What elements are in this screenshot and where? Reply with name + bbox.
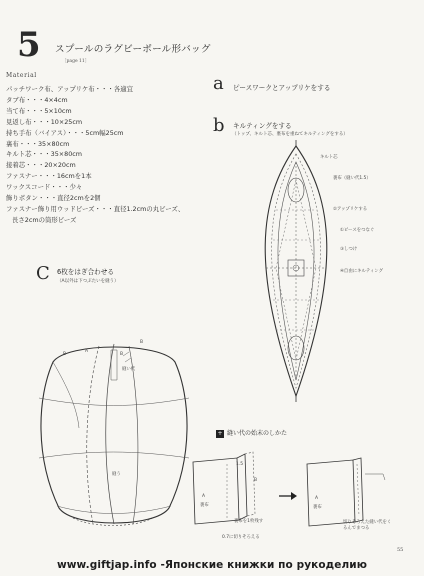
material-item: タブ布・・・4×4cm <box>6 95 68 104</box>
label-applique: ②アップリケする <box>333 207 368 212</box>
label-lining: 裏布（縫い代1.5） <box>333 176 371 181</box>
material-item: 接着芯・・・20×20cm <box>6 161 76 170</box>
project-number: 5 <box>17 25 41 65</box>
seam-label-leave-lining: 裏布を1枚残す <box>234 519 264 524</box>
material-item: 長さ2cmの筒形ビーズ <box>12 215 77 224</box>
section-a-letter: a <box>213 73 224 94</box>
material-item: 裏布・・・35×80cm <box>6 139 70 148</box>
section-c-letter: C <box>36 263 50 284</box>
section-b-text: キルティングをする <box>233 122 292 130</box>
label-panel-b-far: B <box>140 340 144 345</box>
cross-mark-icon: + <box>217 430 223 437</box>
material-item: 持ち手布（バイアス）・・・5cm幅25cm <box>6 128 124 137</box>
seam-label-b: B <box>254 478 258 483</box>
label-panel-a: A <box>85 349 89 354</box>
label-free-quilting: ④自由にキルティング <box>340 269 383 274</box>
label-piecing: ①ピースをつなぐ <box>340 228 375 233</box>
label-panel-b-right: B <box>120 352 124 357</box>
label-basting: ③しつけ <box>340 247 358 252</box>
materials-label: Material <box>6 72 37 79</box>
seam-label-1-5: 1.5 <box>236 462 243 467</box>
seam-label-wrap: 切りそろえた縫い代をくるんでまつる <box>343 520 392 531</box>
material-item: ワックスコード・・・少々 <box>6 183 83 192</box>
label-sew: 縫う <box>112 472 121 477</box>
material-item: 当て布・・・5×10cm <box>6 106 72 115</box>
seam-label-a: A <box>202 494 206 499</box>
material-item: 見返し布・・・10×25cm <box>6 117 83 126</box>
label-seam-allowance: 縫い代 <box>122 367 136 372</box>
materials-list <box>6 84 184 226</box>
page-number: 55 <box>397 547 404 553</box>
project-title: スプールのラグビーボール形バッグ <box>55 44 211 55</box>
section-b-letter: b <box>213 115 225 136</box>
label-batting: キルト芯 <box>320 155 338 160</box>
material-item: キルト芯・・・35×80cm <box>6 150 83 159</box>
section-b-note: （トップ、キルト芯、裏布を重ねてキルティングをする） <box>232 132 348 137</box>
material-item: ファスナー・・・16cmを1本 <box>6 172 92 181</box>
seam-finish-heading <box>216 428 287 438</box>
footer-watermark: www.giftjap.info -Японские книжки по рукоделию <box>56 559 368 571</box>
section-c-note: （A以外は下つぶたいを縫う） <box>57 279 119 284</box>
seam-label-lining: 裏布 <box>200 503 209 508</box>
quilting-panel-diagram <box>246 140 346 402</box>
seam-label-lining2: 裏布 <box>313 505 322 510</box>
seam-label-trim: 0.7に切りそろえる <box>222 535 260 540</box>
material-item: ファスナー飾り用ウッドビーズ・・・直径1.2cmの丸ビーズ、 <box>6 204 185 213</box>
label-panel-b-left: B <box>63 352 67 357</box>
seam-finish-title: 縫い代の始末のしかた <box>227 430 288 437</box>
rugby-bag-diagram <box>33 328 195 533</box>
section-a-text: ピースワークとアップリケをする <box>233 84 331 92</box>
material-item: パッチワーク布、アップリケ布・・・各適宜 <box>6 85 133 93</box>
section-c-text: 6枚をはぎ合わせる <box>57 268 114 276</box>
material-item: 飾りボタン・・・直径2cmを2個 <box>6 194 101 203</box>
page-reference: ［page 11］ <box>62 59 90 64</box>
seam-label-a2: A <box>315 496 319 501</box>
